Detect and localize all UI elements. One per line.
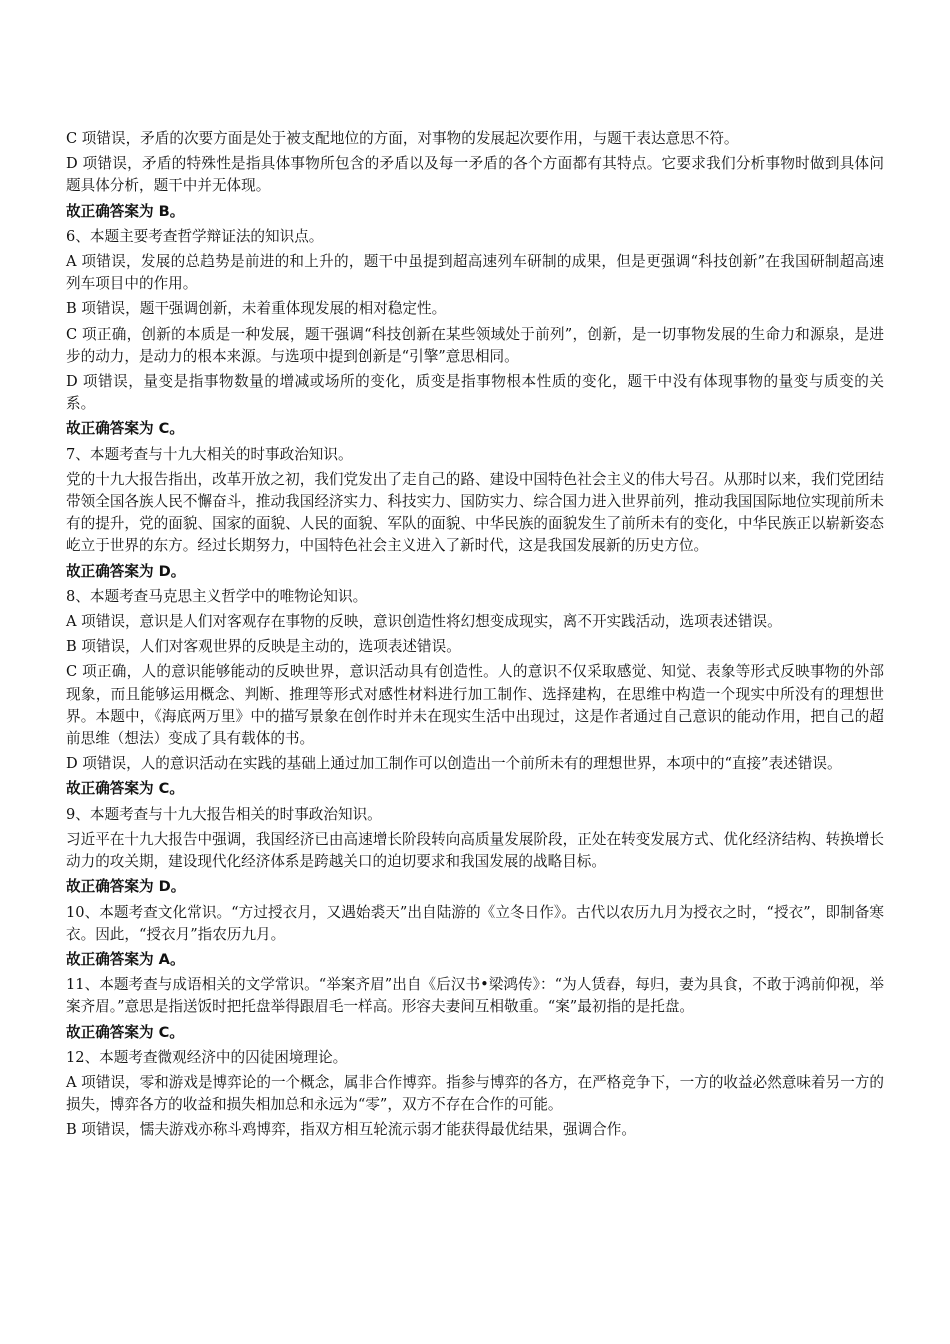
explanation-paragraph: A 项错误，零和游戏是博弈论的一个概念，属非合作博弈。指参与博弈的各方，在严格竞争下，一方的收益必然意味着另一方的损失，博弈各方的收益和损失相加总和永远为“零”，双方不存在合作的可能。 — [66, 1073, 884, 1114]
explanation-paragraph: A 项错误，发展的总趋势是前进的和上升的，题干中虽提到超高速列车研制的成果，但是更强调“科技创新”在我国研制超高速列车项目中的作用。 — [66, 253, 884, 293]
explanation-paragraph: 习近平在十九大报告中强调，我国经济已由高速增长阶段转向高质量发展阶段，正处在转变发展方式、优化经济结构、转换增长动力的攻关期，建设现代化经济体系是跨越关口的迫切要求和我国发展的战略目标。 — [66, 830, 884, 871]
explanation-paragraph: C 项正确，人的意识能够能动的反映世界，意识活动具有创造性。人的意识不仅采取感觉、知觉、表象等形式反映事物的外部现象，而且能够运用概念、判断、推理等形式对感性材料进行加工制作、选择建构，在思维中构造一个现实中所没有的理想世界。本题中，《海底两万里》中的描写景象在创作时并未在现实生活中出现过，这是作者通过自己意识的能动作用，把自己的超前思维（想法）变成了具有载体的书。 — [66, 663, 884, 748]
explanation-paragraph: 10、本题考查文化常识。“方过授衣月，又遇始裘天”出自陆游的《立冬日作》。古代以农历九月为授衣之时，“授衣”，即制备寒衣。因此，“授衣月”指农历九月。 — [66, 903, 884, 943]
explanation-paragraph: 12、本题考查微观经济中的囚徒困境理论。 — [66, 1048, 348, 1066]
explanation-paragraph: 9、本题考查与十九大报告相关的时事政治知识。 — [66, 805, 382, 823]
explanation-paragraph: 11、本题考查与成语相关的文学常识。“举案齐眉”出自《后汉书•梁鸿传》：“为人赁舂，每归，妻为具食，不敢于鸿前仰视，举案齐眉。”意思是指送饭时把托盘举得跟眉毛一样高。形容夫妻间互相敬重。“案”最初指的是托盘。 — [66, 976, 884, 1016]
answer-line: 故正确答案为 D。 — [66, 878, 186, 896]
answer-line: 故正确答案为 D。 — [66, 562, 186, 580]
answer-line: 故正确答案为 B。 — [66, 202, 185, 220]
explanation-paragraph: 6、本题主要考查哲学辩证法的知识点。 — [66, 227, 324, 245]
answer-line: 故正确答案为 C。 — [66, 780, 184, 798]
explanation-paragraph: A 项错误，意识是人们对客观存在事物的反映，意识创造性将幻想变成现实，离不开实践活动，选项表述错误。 — [66, 613, 782, 631]
explanation-paragraph: B 项错误，题干强调创新，未着重体现发展的相对稳定性。 — [66, 300, 447, 318]
explanation-paragraph: C 项错误，矛盾的次要方面是处于被支配地位的方面，对事物的发展起次要作用，与题干表达意思不符。 — [66, 130, 739, 147]
answer-line: 故正确答案为 A。 — [66, 950, 185, 968]
explanation-paragraph: D 项错误，矛盾的特殊性是指具体事物所包含的矛盾以及每一矛盾的各个方面都有其特点。它要求我们分析事物时做到具体问题具体分析，题干中并无体现。 — [66, 155, 884, 195]
answer-explanations — [66, 128, 884, 1142]
answer-line: 故正确答案为 C。 — [66, 420, 184, 438]
explanation-paragraph: D 项错误，人的意识活动在实践的基础上通过加工制作可以创造出一个前所未有的理想世界，本项中的“直接”表述错误。 — [66, 755, 842, 773]
explanation-paragraph: 8、本题考查马克思主义哲学中的唯物论知识。 — [66, 587, 368, 605]
explanation-paragraph: C 项正确，创新的本质是一种发展，题干强调“科技创新在某些领域处于前列”，创新，是一切事物发展的生命力和源泉，是进步的动力，是动力的根本来源。与选项中提到创新是“引擎”意思相同。 — [66, 325, 884, 365]
explanation-paragraph: 7、本题考查与十九大相关的时事政治知识。 — [66, 445, 353, 463]
explanation-paragraph: B 项错误，人们对客观世界的反映是主动的，选项表述错误。 — [66, 638, 461, 656]
explanation-paragraph: 党的十九大报告指出，改革开放之初，我们党发出了走自己的路、建设中国特色社会主义的伟大号召。从那时以来，我们党团结带领全国各族人民不懈奋斗，推动我国经济实力、科技实力、国防实力、综合国力进入世界前列，推动我国国际地位实现前所未有的提升，党的面貌、国家的面貌、人民的面貌、军队的面貌、中华民族的面貌发生了前所未有的变化，中华民族正以崭新姿态屹立于世界的东方。经过长期努力，中国特色社会主义进入了新时代，这是我国发展新的历史方位。 — [66, 470, 884, 555]
answer-line: 故正确答案为 C。 — [66, 1023, 184, 1041]
explanation-paragraph: D 项错误，量变是指事物数量的增减或场所的变化，质变是指事物根本性质的变化，题干中没有体现事物的量变与质变的关系。 — [66, 373, 884, 413]
explanation-paragraph: B 项错误，懦夫游戏亦称斗鸡博弈，指双方相互轮流示弱才能获得最优结果，强调合作。 — [66, 1121, 636, 1139]
